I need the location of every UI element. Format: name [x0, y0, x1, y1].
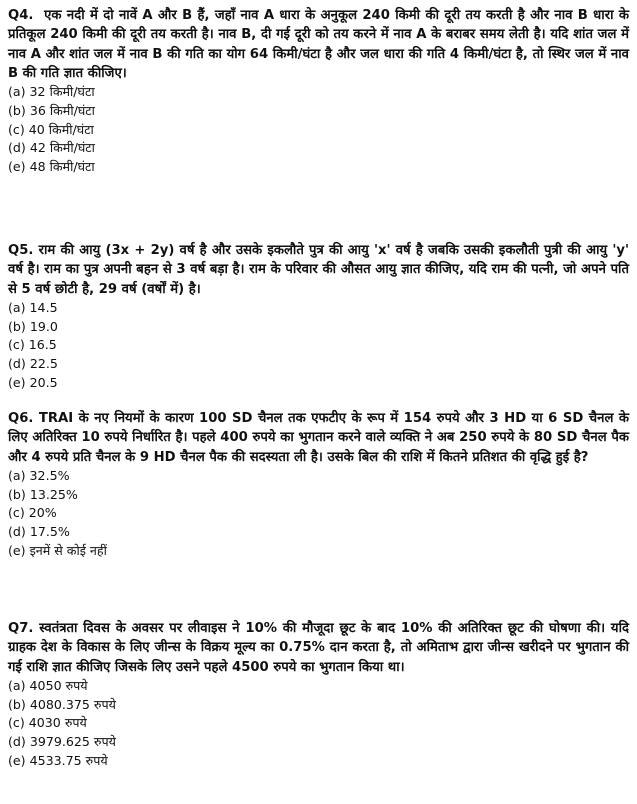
option-value: 17.5% — [29, 524, 70, 539]
question-4 — [8, 6, 629, 214]
question-5-label: Q5. — [8, 243, 34, 258]
option-e[interactable] — [8, 374, 629, 393]
option-key: (c) — [8, 121, 25, 137]
question-6-label: Q6. — [8, 411, 34, 426]
option-key: (b) — [8, 696, 26, 712]
option-value: 48 किमी/घंटा — [29, 159, 95, 174]
option-a[interactable] — [8, 299, 629, 318]
option-value: 20.5 — [29, 374, 58, 390]
question-5-text — [8, 241, 629, 299]
question-6-body: TRAI के नए नियमों के कारण 100 SD चैनल तक एफटीए के रूप में 154 रुपये और 3 HD या 6 SD चैनल के लिए अतिरिक्त 10 रुपये निर्धारित है। पहले 400 रुपये का भुगतान करने वाले व्यक्ति ने अब 250 रुपये के 80 SD चैनल पैक और 4 रुपये प्रति चैनल के 9 HD चैनल पैक की सदस्यता ली है। उसके बिल की राशि में कितने प्रतिशत की वृद्धि हुई है? — [8, 411, 629, 465]
option-value: 42 किमी/घंटा — [29, 140, 95, 156]
option-value: इनमें से कोई नहीं — [29, 542, 107, 558]
question-7-options — [8, 677, 629, 771]
option-b[interactable] — [8, 486, 629, 505]
question-7-text — [8, 619, 629, 677]
option-value: 20% — [28, 505, 57, 521]
option-key: (a) — [8, 299, 26, 315]
question-5 — [8, 241, 629, 399]
question-4-label: Q4. — [8, 8, 34, 23]
option-key: (e) — [8, 542, 26, 558]
option-a[interactable] — [8, 83, 629, 102]
option-key: (a) — [8, 677, 26, 693]
option-key: (e) — [8, 159, 26, 174]
option-value: 3979.625 रुपये — [29, 734, 116, 749]
option-value: 14.5 — [29, 299, 58, 315]
option-a[interactable] — [8, 467, 629, 486]
question-6-text — [8, 409, 629, 467]
question-4-text — [8, 6, 629, 83]
option-value: 22.5 — [29, 356, 58, 371]
option-key: (e) — [8, 752, 26, 768]
option-value: 4080.375 रुपये — [29, 696, 116, 712]
option-key: (d) — [8, 356, 26, 371]
option-b[interactable] — [8, 318, 629, 337]
option-value: 40 किमी/घंटा — [28, 121, 94, 137]
option-value: 32.5% — [29, 467, 70, 483]
option-key: (d) — [8, 524, 26, 539]
option-c[interactable] — [8, 121, 629, 140]
option-value: 19.0 — [29, 318, 58, 334]
option-key: (c) — [8, 715, 25, 731]
option-key: (d) — [8, 734, 26, 749]
option-value: 16.5 — [28, 337, 57, 353]
option-key: (a) — [8, 467, 26, 483]
option-c[interactable] — [8, 336, 629, 355]
question-7 — [8, 619, 629, 804]
option-key: (b) — [8, 318, 26, 334]
option-key: (b) — [8, 102, 26, 118]
question-7-body: स्वतंत्रता दिवस के अवसर पर लीवाइस ने 10% की मौजूदा छूट के बाद 10% की अतिरिक्त छूट की घोषणा की। यदि ग्राहक देश के विकास के लिए जीन्स के विक्रय मूल्य का 0.75% दान करता है, तो अमिताभ द्वारा जीन्स खरीदने पर भुगतान की गई राशि ज्ञात कीजिए जिसके लिए उसने पहले 4500 रुपये का भुगतान किया था। — [8, 621, 629, 675]
option-d[interactable] — [8, 733, 629, 752]
option-value: 32 किमी/घंटा — [29, 84, 95, 100]
option-key: (b) — [8, 486, 26, 502]
option-e[interactable] — [8, 752, 629, 771]
question-4-body: एक नदी में दो नावें A और B हैं, जहाँ नाव A धारा के अनुकूल 240 किमी की दूरी तय करती है और नाव B धारा के प्रतिकूल 240 किमी की दूरी तय करती है। नाव B, दी गई दूरी को तय करने में नाव A के बराबर समय लेती है। यदि शांत जल में नाव A और शांत जल में नाव B की गति का योग 64 किमी/घंटा है और जल धारा की गति 4 किमी/घंटा है, तो स्थिर जल में नाव B की गति ज्ञात कीजिए। — [8, 8, 629, 81]
option-value: 4533.75 रुपये — [29, 752, 108, 768]
question-6 — [8, 409, 629, 606]
option-key: (c) — [8, 337, 25, 353]
option-c[interactable] — [8, 504, 629, 523]
option-c[interactable] — [8, 714, 629, 733]
option-key: (e) — [8, 374, 26, 390]
question-6-options — [8, 467, 629, 561]
option-key: (c) — [8, 505, 25, 521]
question-4-options — [8, 83, 629, 177]
question-5-body: राम की आयु (3x + 2y) वर्ष है और उसके इकलौते पुत्र की आयु 'x' वर्ष है जबकि उसकी इकलौती पुत्री की आयु 'y' वर्ष है। राम का पुत्र अपनी बहन से 3 वर्ष बड़ा है। राम के परिवार की औसत आयु ज्ञात कीजिए, यदि राम की पत्नी, जो अपने पति से 5 वर्ष छोटी है, 29 वर्ष (वर्षों में) है। — [8, 243, 630, 297]
question-5-options — [8, 299, 629, 393]
option-e[interactable] — [8, 158, 629, 177]
option-key: (d) — [8, 140, 26, 156]
option-b[interactable] — [8, 696, 629, 715]
option-d[interactable] — [8, 139, 629, 158]
option-key: (a) — [8, 84, 26, 100]
question-7-label: Q7. — [8, 621, 34, 636]
option-value: 4050 रुपये — [29, 677, 88, 693]
option-b[interactable] — [8, 102, 629, 121]
option-value: 4030 रुपये — [28, 715, 87, 731]
option-d[interactable] — [8, 355, 629, 374]
option-value: 36 किमी/घंटा — [29, 102, 95, 118]
option-e[interactable] — [8, 542, 629, 561]
option-a[interactable] — [8, 677, 629, 696]
option-d[interactable] — [8, 523, 629, 542]
option-value: 13.25% — [29, 486, 78, 502]
